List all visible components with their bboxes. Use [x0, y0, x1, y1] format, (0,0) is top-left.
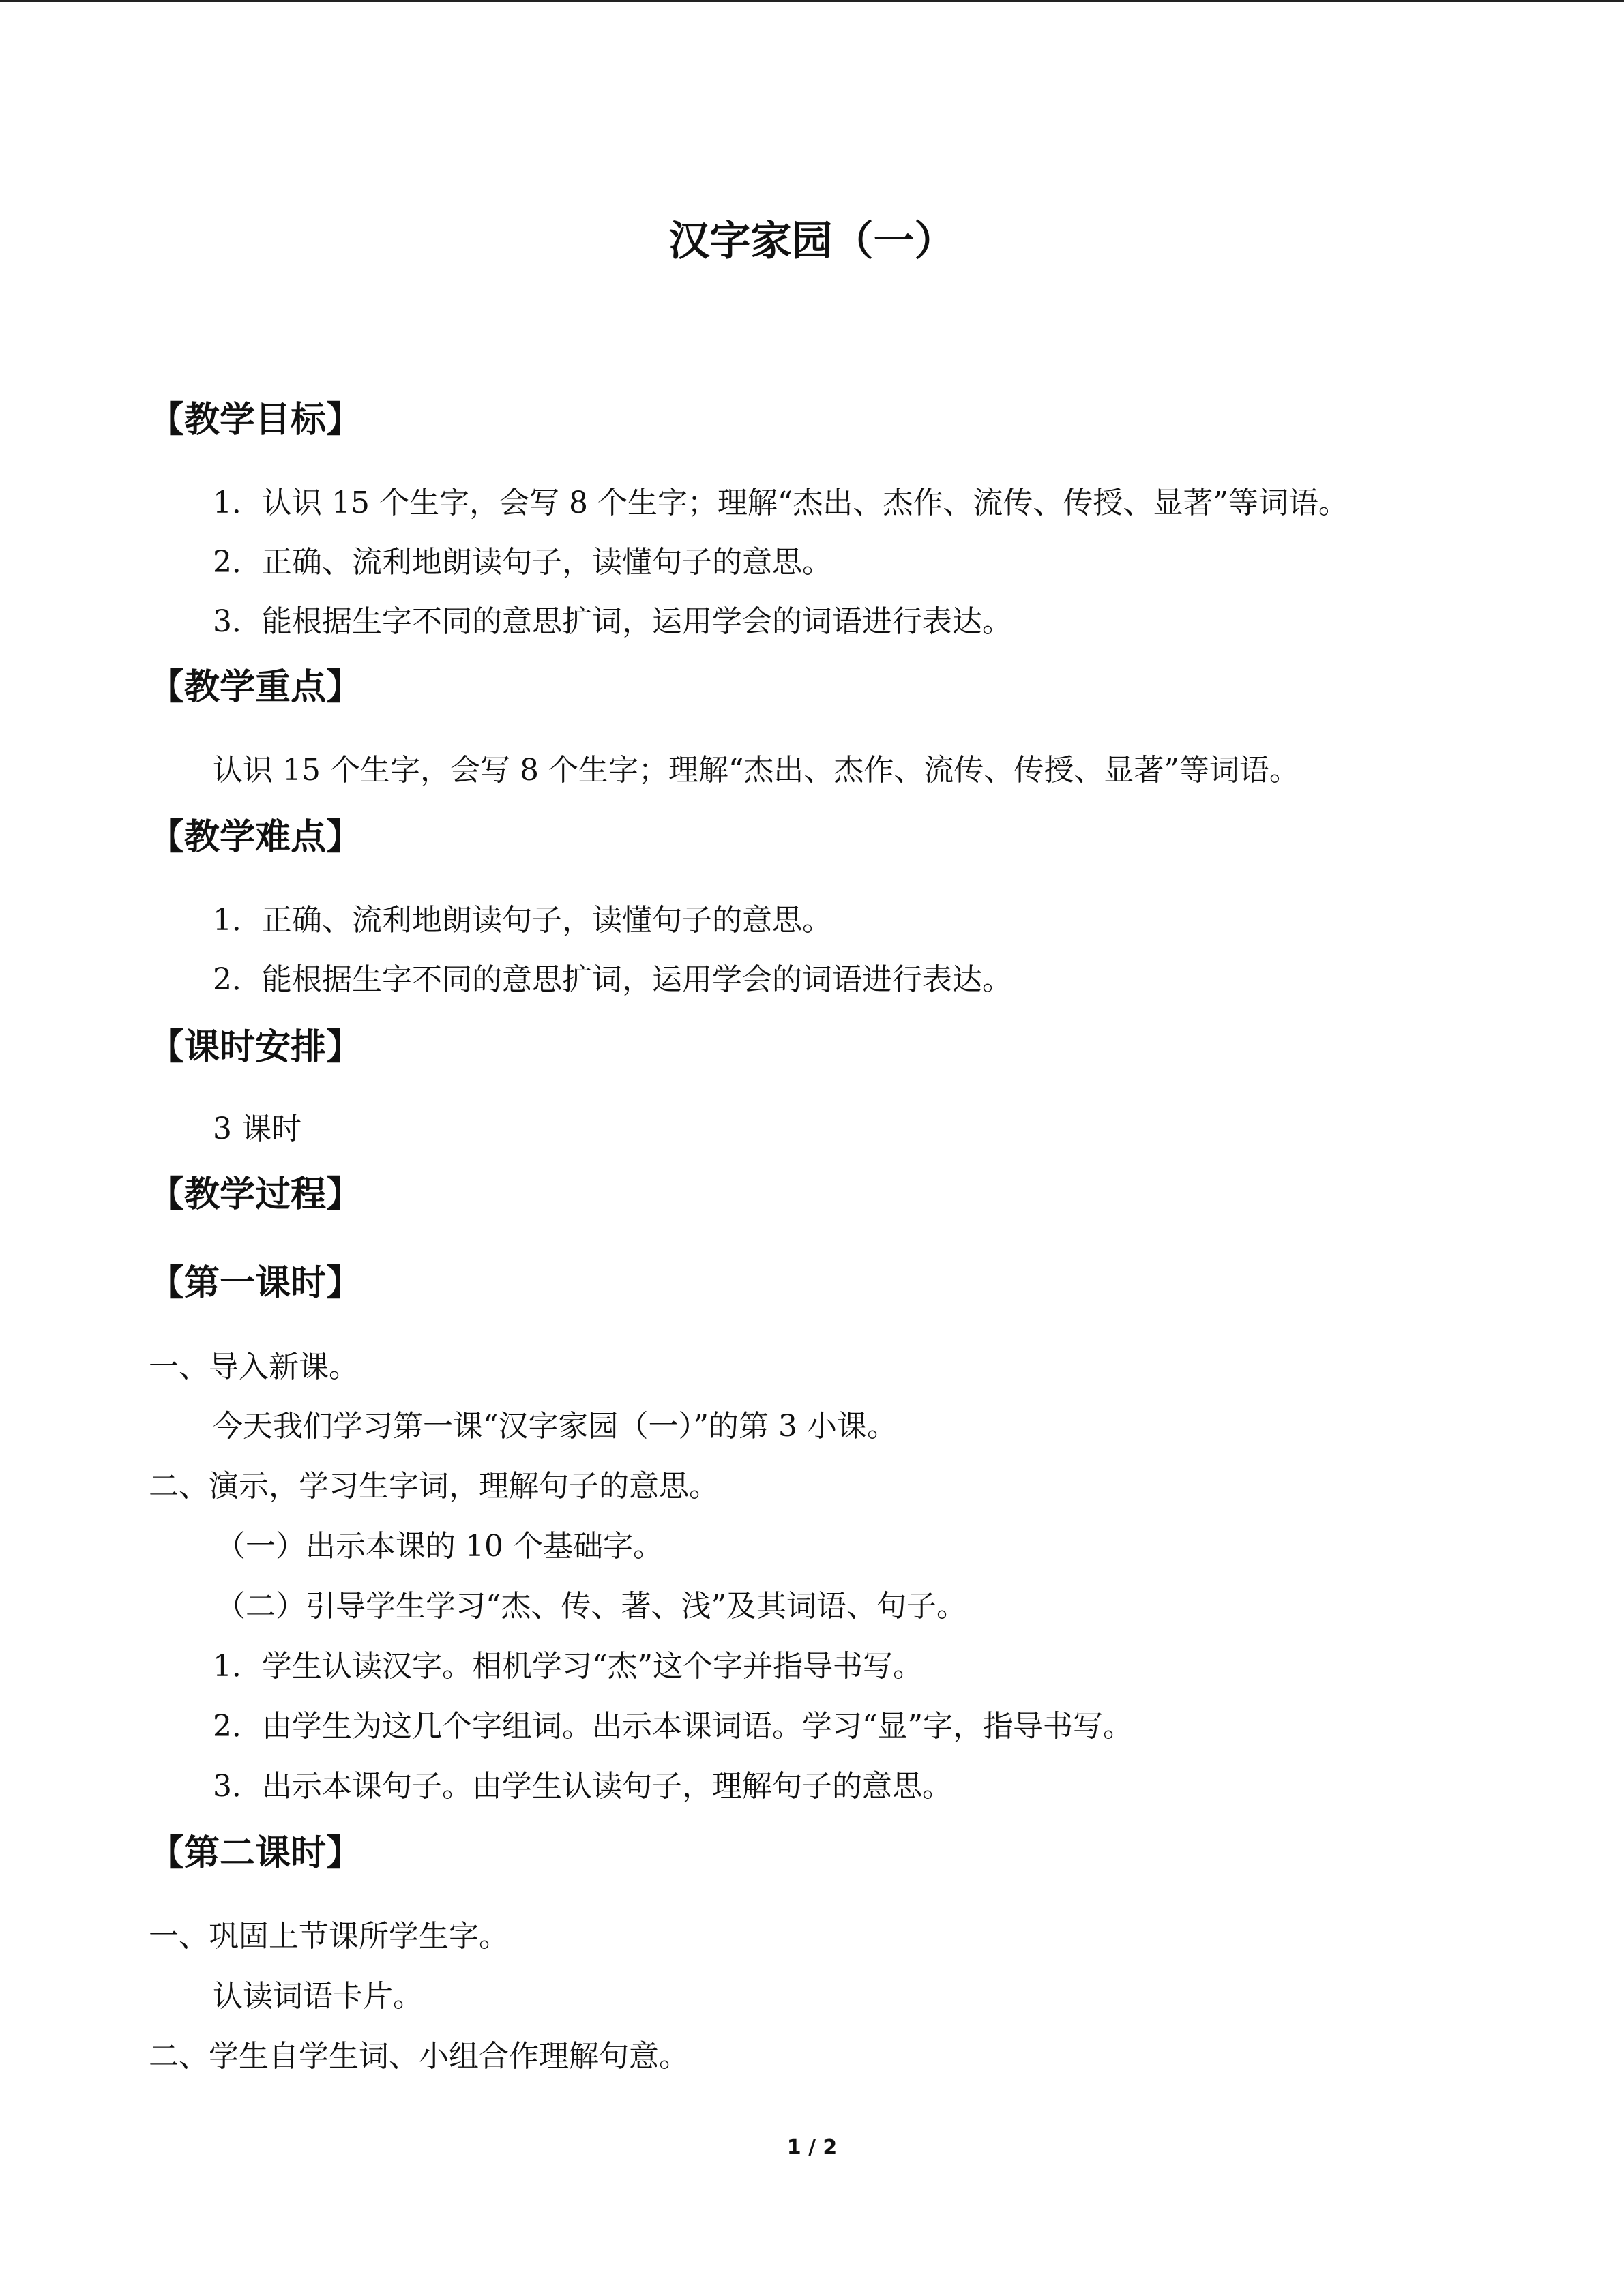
- lesson1-item-1: 1．学生认读汉字。相机学习“杰”这个字并指导书写。: [213, 1649, 923, 1684]
- difficulty-item-2: 2．能根据生字不同的意思扩词，运用学会的词语进行表达。: [213, 962, 1012, 997]
- document-title: 汉字家园（一）: [668, 218, 956, 265]
- objective-item-2: 2．正确、流利地朗读句子，读懂句子的意思。: [213, 545, 832, 580]
- page-number: 1 / 2: [786, 2136, 838, 2160]
- lesson1-step-1: 一、导入新课。: [149, 1350, 359, 1384]
- key-points-text: 认识 15 个生字，会写 8 个生字；理解“杰出、杰作、流传、传授、显著”等词语。: [213, 753, 1299, 788]
- heading-lesson-1: 【第一课时】: [149, 1262, 362, 1304]
- heading-schedule: 【课时安排】: [149, 1026, 362, 1068]
- lesson1-sub-1: （一）出示本课的 10 个基础字。: [216, 1529, 663, 1564]
- lesson1-sub-2: （二）引导学生学习“杰、传、著、浅”及其词语、句子。: [216, 1589, 966, 1624]
- lesson1-step-1-text: 今天我们学习第一课“汉字家园（一）”的第 3 小课。: [213, 1409, 897, 1444]
- lesson1-step-2: 二、演示，学习生字词，理解句子的意思。: [149, 1469, 719, 1504]
- objective-item-1: 1．认识 15 个生字，会写 8 个生字；理解“杰出、杰作、流传、传授、显著”等词语。: [213, 486, 1348, 520]
- objective-item-3: 3．能根据生字不同的意思扩词，运用学会的词语进行表达。: [213, 604, 1012, 639]
- heading-objectives: 【教学目标】: [149, 399, 362, 441]
- top-border: [0, 0, 1624, 2]
- lesson2-step-2: 二、学生自学生词、小组合作理解句意。: [149, 2039, 689, 2074]
- schedule-text: 3 课时: [213, 1112, 301, 1146]
- heading-difficulties: 【教学难点】: [149, 816, 362, 858]
- lesson2-step-1-text: 认读词语卡片。: [213, 1979, 423, 2014]
- lesson2-step-1: 一、巩固上节课所学生字。: [149, 1919, 509, 1954]
- heading-process: 【教学过程】: [149, 1174, 362, 1215]
- lesson1-item-3: 3．出示本课句子。由学生认读句子，理解句子的意思。: [213, 1769, 952, 1804]
- lesson1-item-2: 2．由学生为这几个字组词。出示本课词语。学习“显”字，指导书写。: [213, 1709, 1133, 1744]
- difficulty-item-1: 1．正确、流利地朗读句子，读懂句子的意思。: [213, 903, 832, 938]
- heading-key-points: 【教学重点】: [149, 666, 362, 708]
- heading-lesson-2: 【第二课时】: [149, 1832, 362, 1874]
